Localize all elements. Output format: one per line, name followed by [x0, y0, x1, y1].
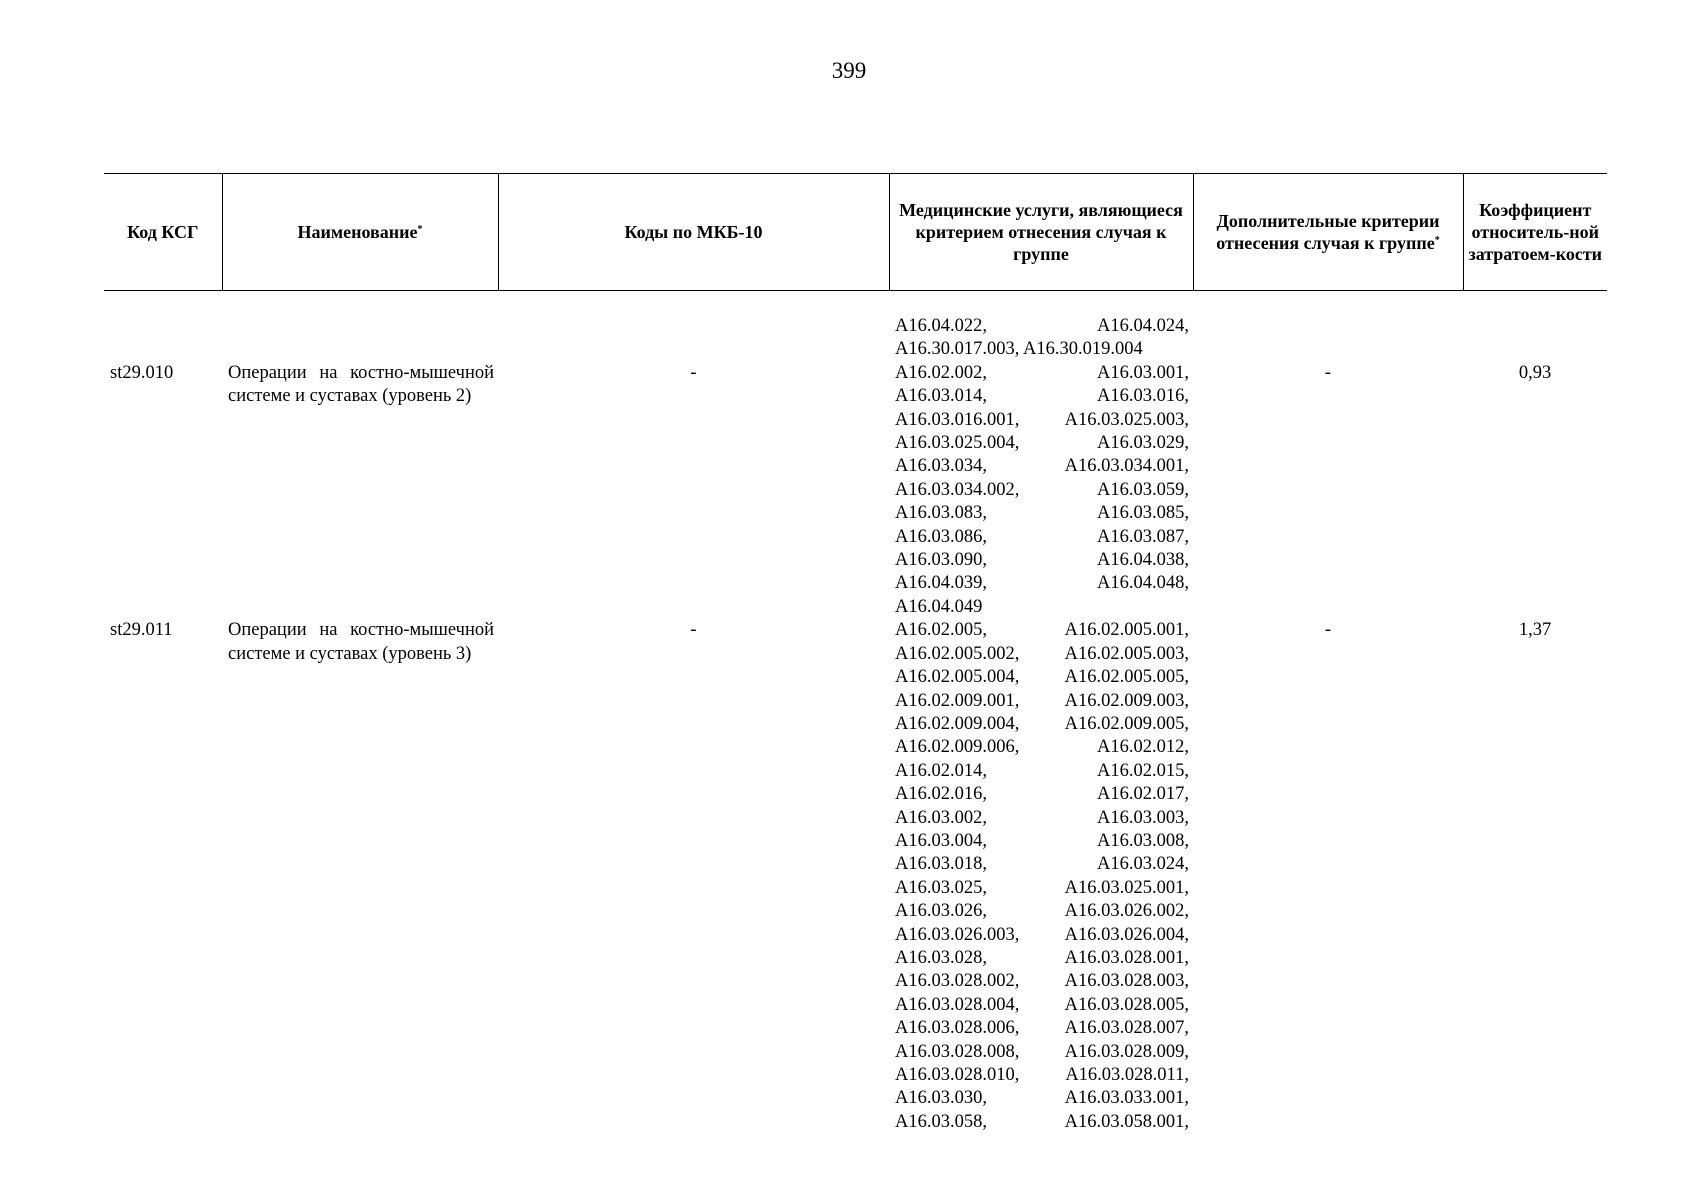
service-code-line [895, 619, 1189, 642]
service-code-line [895, 596, 1189, 619]
service-code: A16.03.026.002, [1064, 901, 1189, 922]
service-code: A16.03.025.004, [895, 433, 1020, 454]
service-code: A16.03.001, [1097, 362, 1189, 383]
service-code-line [895, 1017, 1189, 1040]
service-code: A16.03.034, [895, 456, 987, 477]
service-code: A16.02.005.003, [1064, 643, 1189, 664]
service-code: A16.03.033.001, [1064, 1088, 1189, 1109]
additional-criteria: - [1324, 620, 1332, 641]
service-code: A16.03.029, [1097, 433, 1189, 454]
service-code: A16.03.028.008, [895, 1041, 1020, 1062]
service-code-line [895, 409, 1189, 432]
service-code: A16.04.049 [895, 596, 983, 617]
service-code: A16.02.009.001, [895, 690, 1020, 711]
service-code: A16.02.005.002, [895, 643, 1020, 664]
service-code: A16.03.028.003, [1064, 971, 1189, 992]
service-code: A16.03.026.003, [895, 924, 1020, 945]
service-code-line [895, 385, 1189, 408]
additional-criteria: - [1324, 362, 1332, 383]
service-code-line [895, 1111, 1189, 1134]
ksg-code: st29.010 [110, 362, 174, 383]
service-code: A16.02.014, [895, 760, 987, 781]
service-code: A16.03.034.001, [1064, 456, 1189, 477]
table-header [104, 174, 1607, 291]
service-code: A16.02.009.006, [895, 737, 1020, 758]
service-code-line [895, 970, 1189, 993]
service-code-line [895, 994, 1189, 1017]
service-code-line [895, 900, 1189, 923]
service-code-line [895, 455, 1189, 478]
mkb-codes: - [690, 620, 697, 641]
service-code-line [895, 666, 1189, 689]
service-code-line [895, 549, 1189, 572]
service-code: A16.03.085, [1097, 503, 1189, 524]
service-code: A16.03.025.001, [1064, 877, 1189, 898]
service-code-line [895, 432, 1189, 455]
service-code-line [895, 690, 1189, 713]
page-number: 399 [831, 58, 867, 83]
service-code-line [895, 924, 1189, 947]
service-code-line [895, 643, 1189, 666]
service-code: A16.03.026.004, [1064, 924, 1189, 945]
service-code-line [895, 338, 1189, 361]
service-code: A16.02.005.005, [1064, 667, 1189, 688]
service-code: A16.04.038, [1097, 550, 1189, 571]
service-code: A16.02.009.004, [895, 713, 1020, 734]
header-additional-criteria: Дополнительные критерии отнесения случая к группе* [1193, 174, 1463, 291]
service-code: A16.02.005.001, [1064, 620, 1189, 641]
service-code: A16.03.014, [895, 386, 987, 407]
service-code: A16.03.059, [1097, 479, 1189, 500]
footnote-mark: * [1434, 235, 1440, 246]
service-code: A16.02.005.004, [895, 667, 1020, 688]
header-name: Наименование* [222, 174, 498, 291]
service-code-line [895, 1041, 1189, 1064]
service-code: A16.30.017.003, A16.30.019.004 [895, 339, 1143, 360]
service-code-line [895, 479, 1189, 502]
service-code: A16.03.002, [895, 807, 987, 828]
service-code: A16.02.017, [1097, 784, 1189, 805]
service-code: A16.03.018, [895, 854, 987, 875]
service-code-line [895, 713, 1189, 736]
service-code: A16.02.012, [1097, 737, 1189, 758]
service-code: A16.03.086, [895, 526, 987, 547]
service-code-line [895, 736, 1189, 759]
service-code: A16.03.028.006, [895, 1018, 1020, 1039]
ksg-code: st29.011 [110, 620, 173, 641]
footnote-mark: * [417, 224, 423, 235]
service-code-line [895, 760, 1189, 783]
service-code: A16.03.058.001, [1064, 1111, 1189, 1132]
service-code: A16.03.028.005, [1064, 994, 1189, 1015]
service-code: A16.03.028, [895, 947, 987, 968]
service-code: A16.03.028.001, [1064, 947, 1189, 968]
mkb-codes: - [690, 362, 697, 383]
service-code: A16.03.028.010, [895, 1065, 1020, 1085]
service-code-line [895, 947, 1189, 970]
ksg-table [104, 173, 1607, 1134]
service-code: A16.03.028.007, [1064, 1018, 1189, 1039]
service-code: A16.03.016.001, [895, 409, 1020, 430]
service-code: A16.04.024, [1097, 316, 1189, 336]
table-body [104, 291, 1607, 1135]
service-code: A16.02.002, [895, 362, 987, 383]
service-code-line [895, 1064, 1189, 1087]
service-code: A16.03.025.003, [1064, 409, 1189, 430]
service-code-line [895, 526, 1189, 549]
header-coefficient: Коэффициент относитель-ной затратоем-кости [1463, 174, 1607, 291]
medical-services [889, 619, 1193, 1134]
service-code-line [895, 830, 1189, 853]
service-code: A16.03.024, [1097, 854, 1189, 875]
table-row [104, 362, 1607, 619]
service-code: A16.03.090, [895, 550, 987, 571]
service-code: A16.03.016, [1097, 386, 1189, 407]
service-code-line [895, 1087, 1189, 1110]
service-code-line [895, 807, 1189, 830]
service-code-line [895, 362, 1189, 385]
service-code: A16.03.083, [895, 503, 987, 524]
service-code: A16.03.034.002, [895, 479, 1020, 500]
header-mkb: Коды по МКБ-10 [498, 174, 889, 291]
header-code: Код КСГ [104, 174, 222, 291]
service-code-line [895, 783, 1189, 806]
service-code: A16.04.022, [895, 316, 987, 336]
service-code: A16.03.058, [895, 1111, 987, 1132]
service-code: A16.03.028.002, [895, 971, 1020, 992]
service-code: A16.03.030, [895, 1088, 987, 1109]
ksg-name: Операции на костно-мышечной системе и суставах (уровень 2) [228, 362, 494, 407]
medical-services [889, 362, 1193, 619]
service-code-line [895, 315, 1189, 338]
carryover-row [104, 315, 1607, 362]
cost-coefficient: 0,93 [1518, 362, 1552, 383]
service-code: A16.02.009.003, [1064, 690, 1189, 711]
service-code: A16.02.005, [895, 620, 987, 641]
service-code: A16.03.087, [1097, 526, 1189, 547]
service-code: A16.03.008, [1097, 830, 1189, 851]
service-code: A16.02.015, [1097, 760, 1189, 781]
cost-coefficient: 1,37 [1518, 620, 1552, 641]
service-code: A16.03.026, [895, 901, 987, 922]
service-code: A16.02.016, [895, 784, 987, 805]
service-code: A16.03.003, [1097, 807, 1189, 828]
service-code: A16.03.025, [895, 877, 987, 898]
service-code: A16.03.028.011, [1065, 1065, 1189, 1085]
carryover-services [889, 315, 1193, 362]
service-code: A16.03.028.004, [895, 994, 1020, 1015]
service-code: A16.03.028.009, [1064, 1041, 1189, 1062]
service-code-line [895, 877, 1189, 900]
table-row [104, 619, 1607, 1134]
ksg-name: Операции на костно-мышечной системе и суставах (уровень 3) [228, 620, 494, 664]
service-code-line [895, 853, 1189, 876]
service-code: A16.03.004, [895, 830, 987, 851]
header-services: Медицинские услуги, являющиеся критерием отнесения случая к группе [889, 174, 1193, 291]
service-code-line [895, 572, 1189, 595]
service-code: A16.02.009.005, [1064, 713, 1189, 734]
service-code-line [895, 502, 1189, 525]
service-code: A16.04.039, [895, 573, 987, 594]
service-code: A16.04.048, [1097, 573, 1189, 594]
